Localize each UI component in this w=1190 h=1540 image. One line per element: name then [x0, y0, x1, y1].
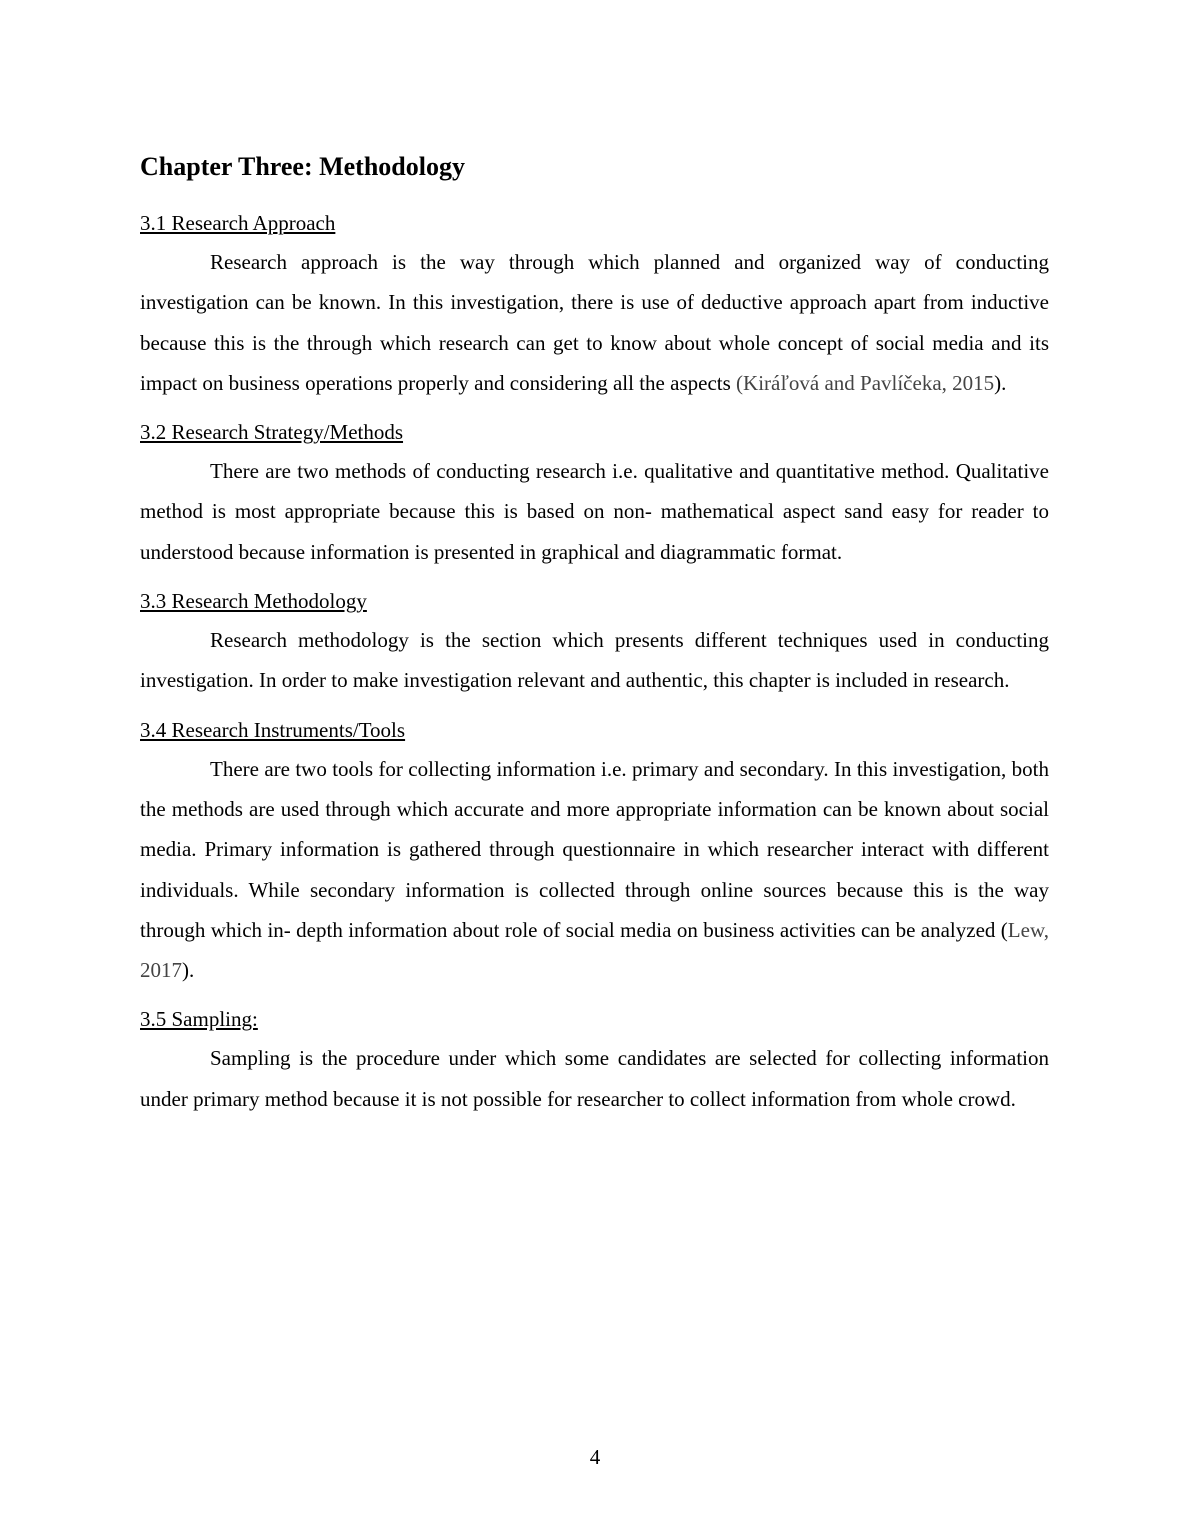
section-sampling	[140, 1004, 1049, 1119]
section-research-strategy	[140, 417, 1049, 572]
citation: (Kiráľová and Pavlíčeka, 2015	[736, 370, 995, 395]
paragraph-end: ).	[182, 958, 195, 983]
section-research-approach	[140, 208, 1049, 403]
paragraph-text: There are two tools for collecting information i.e. primary and secondary. In this investigation, both the methods are used through which accurate and more appropriate information can be known about social media. Primary information is gathered through questionnaire in which researcher interact with different individuals. While secondary information is collected through online sources because this is the way through which in- depth information about role of social media on business activities can be analyzed (	[140, 756, 1049, 942]
section-paragraph: There are two methods of conducting research i.e. qualitative and quantitative method. Qualitative method is most appropriate because this is based on non- mathematical aspect sand easy for reader to understood because information is presented in graphical and diagrammatic format.	[140, 459, 1049, 564]
paragraph-end: ).	[994, 370, 1007, 395]
section-research-methodology	[140, 586, 1049, 701]
page-content	[140, 148, 1049, 1133]
section-heading: 3.2 Research Strategy/Methods	[140, 420, 404, 445]
section-heading: 3.3 Research Methodology	[140, 589, 367, 614]
paragraph-text: Research approach is the way through which planned and organized way of conducting investigation can be known. In this investigation, there is use of deductive approach apart from inductive because this is the through which research can get to know about whole concept of social media and its impact on business operations properly and considering all the aspects	[140, 250, 1049, 395]
section-paragraph: Research methodology is the section which presents different techniques used in conducting investigation. In order to make investigation relevant and authentic, this chapter is included in research.	[140, 628, 1049, 693]
section-paragraph	[140, 749, 1049, 991]
chapter-title: Chapter Three: Methodology	[140, 152, 465, 181]
section-heading: 3.1 Research Approach	[140, 211, 336, 235]
citation: Lew, 2017	[140, 917, 1049, 983]
section-paragraph: Sampling is the procedure under which some candidates are selected for collecting information under primary method because it is not possible for researcher to collect information from whole crowd.	[140, 1046, 1049, 1111]
section-paragraph	[140, 242, 1049, 403]
section-research-instruments	[140, 715, 1049, 991]
page-number: 4	[589, 1445, 601, 1469]
section-heading: 3.4 Research Instruments/Tools	[140, 717, 406, 742]
section-heading: 3.5 Sampling:	[140, 1007, 258, 1032]
